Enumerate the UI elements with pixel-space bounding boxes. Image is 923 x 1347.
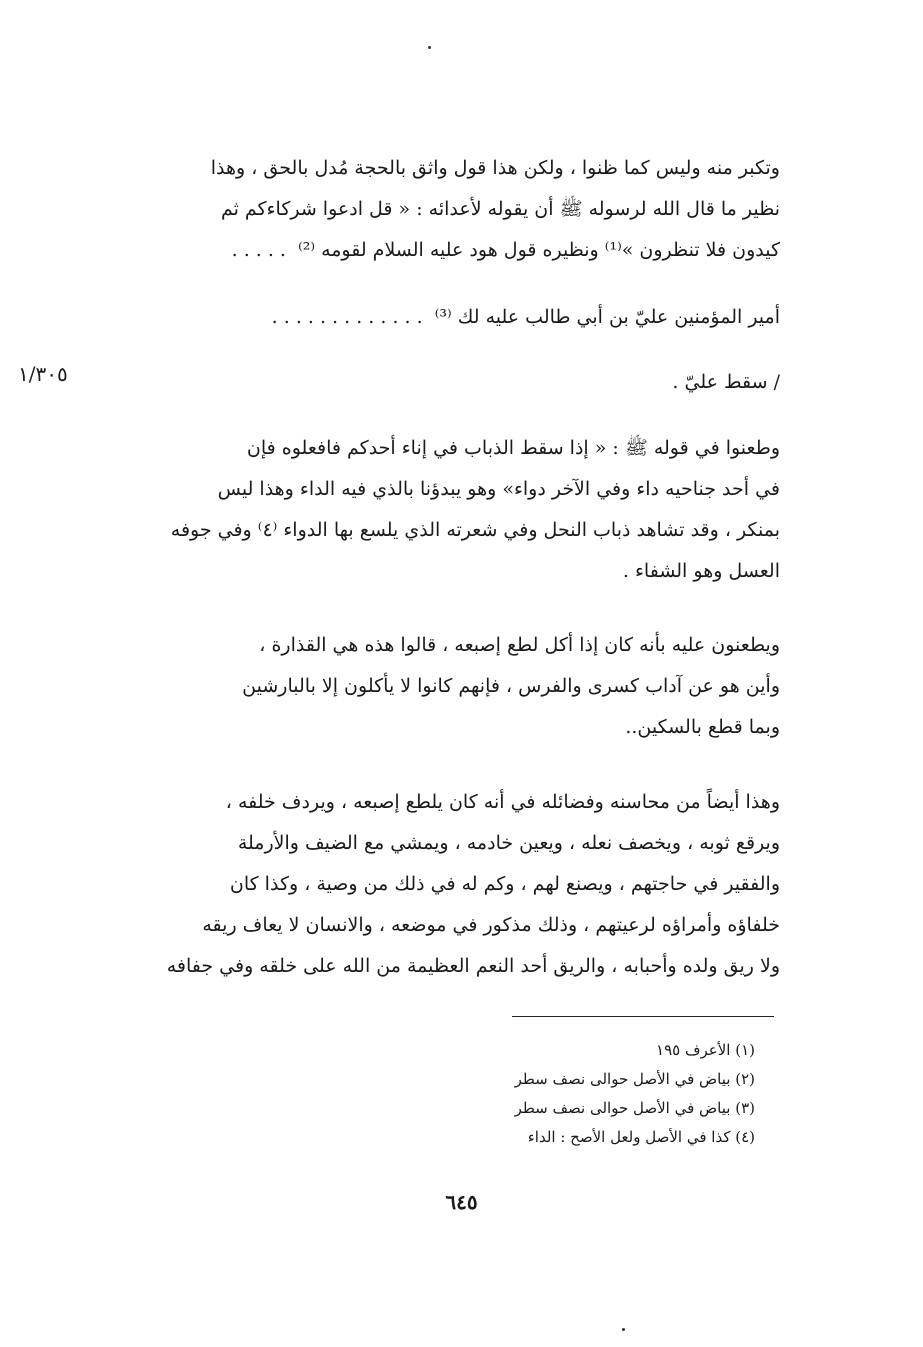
text-line: وطعنوا في قوله ﷺ : « إذا سقط الذباب في إناء أحدكم فافعلوه فإن [246,437,780,459]
paragraph-4 [100,428,780,592]
text-line: نظير ما قال الله لرسوله ﷺ أن يقوله لأعدائه : « قل ادعوا شركاءكم ثم [220,198,780,220]
text-line: والفقير في حاجتهم ، ويصنع لهم ، وكم له في ذلك من وصية ، وكذا كان [229,873,780,895]
text-line [100,230,780,271]
text-line: العسل وهو الشفاء . [622,560,780,582]
text-line: وهذا أيضاً من محاسنه وفضائله في أنه كان يلطع إصبعه ، ويردف خلفه ، [225,791,780,813]
text-line: ولا ريق ولده وأحبابه ، والريق أحد النعم العظيمة من الله على خلقه وفي جفافه [166,955,780,977]
text-line-content: كيدون فلا تنظرون »⁽¹⁾ ونظيره قول هود عليه السلام لقومه ⁽²⁾ [298,239,780,261]
paragraph-6 [100,782,780,987]
footnote-item: (٤) كذا في الأصل ولعل الأصح : الداء [527,1128,755,1146]
footnotes [380,1036,755,1152]
text-line: وبما قطع بالسكين.. [625,716,780,738]
text-line: ويطعنون عليه بأنه كان إذا أكل لطع إصبعه ، قالوا هذه هي القذارة ، [259,634,780,656]
footnote-separator [512,1016,774,1017]
text-line: وتكبر منه وليس كما ظنوا ، ولكن هذا قول واثق بالحجة مُدل بالحق ، وهذا [210,157,780,179]
ink-speck-bottom [622,1328,625,1331]
gap-dots: . . . . . . . . . . . . . [271,306,429,328]
text-line: خلفاؤه وأمراؤه لرعيتهم ، وذلك مذكور في موضعه ، والانسان لا يعاف ريقه [202,914,780,936]
footnote-item: (٢) بياض في الأصل حوالى نصف سطر [514,1070,755,1088]
margin-reference: ١/٣٠٥ [18,362,68,386]
text-line: بمنكر ، وقد تشاهد ذباب النحل وفي شعرته الذي يلسع بها الدواء ⁽٤⁾ وفي جوفه [170,519,780,541]
ink-speck-top [428,46,431,49]
gap-dots: . . . . . [231,239,293,261]
text-line: في أحد جناحيه داء وفي الآخر دواء» وهو يبدؤنا بالذي فيه الداء وهذا ليس [217,478,780,500]
footnote-item: (١) الأعرف ١٩٥ [656,1041,755,1059]
text-line-content: أمير المؤمنين عليّ بن أبي طالب عليه لك ⁽³⁾ [434,306,780,328]
page-number: ٦٤٥ [445,1190,478,1214]
footnote-item: (٣) بياض في الأصل حوالى نصف سطر [514,1099,755,1117]
text-line: / سقط عليّ . [672,371,780,393]
text-line [100,297,780,338]
paragraph-1 [100,148,780,271]
paragraph-3 [100,362,780,403]
text-line: وأين هو عن آداب كسرى والفرس ، فإنهم كانوا لا يأكلون إلا بالبارشين [242,675,780,697]
paragraph-5 [100,625,780,748]
text-line: ويرقع ثوبه ، ويخصف نعله ، ويعين خادمه ، ويمشي مع الضيف والأرملة [237,832,780,854]
paragraph-2 [100,297,780,338]
